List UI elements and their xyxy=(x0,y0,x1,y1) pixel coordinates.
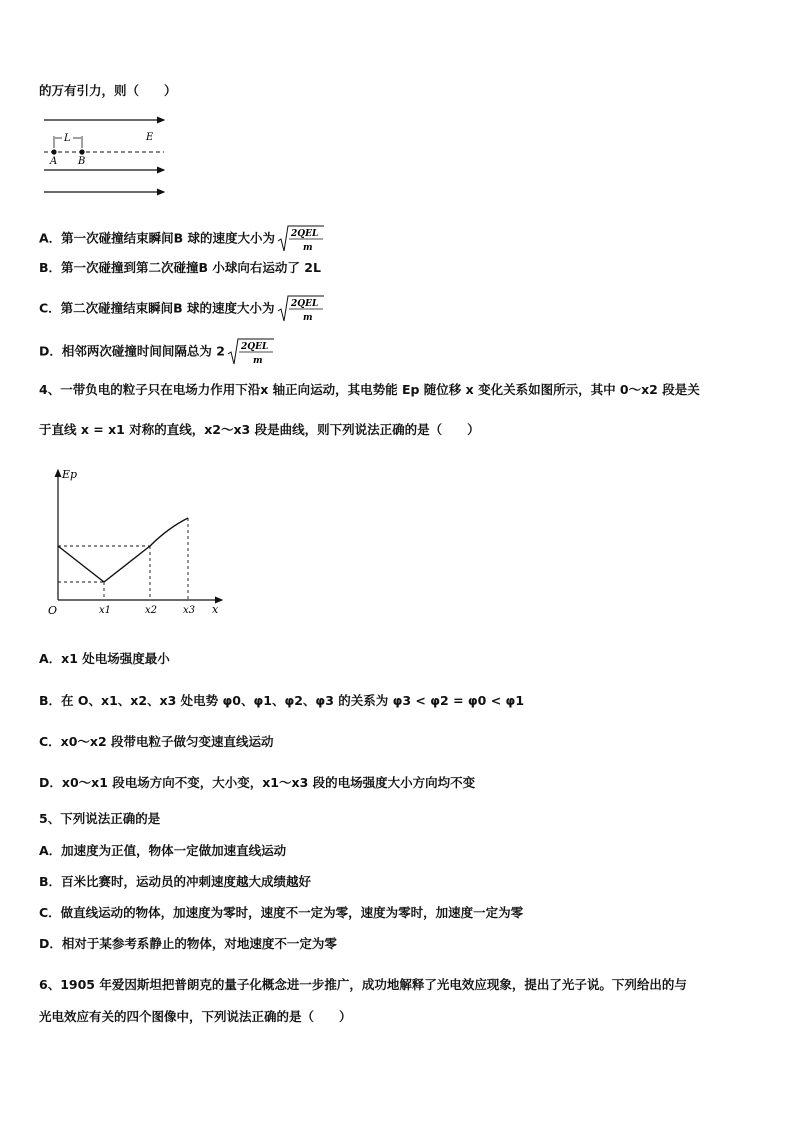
q3-option-d xyxy=(39,337,275,367)
ball-B xyxy=(79,149,84,154)
q3-option-c xyxy=(39,294,325,324)
sqrt-numerator: 2QEL xyxy=(290,299,318,309)
q6-stem-line1: 6、1905 年爱因斯坦把普朗克的量子化概念进一步推广，成功地解释了光电效应现象，提出了光子说。下列给出的与 xyxy=(39,977,687,992)
graph-x-label: x xyxy=(212,603,219,616)
sqrt-numerator: 2QEL xyxy=(240,342,269,352)
graph-tick-x2: x2 xyxy=(145,605,158,616)
q3-fig-label-L: L xyxy=(64,133,71,144)
sqrt-denominator: m xyxy=(252,356,263,366)
q4-option-a: A．x1 处电场强度最小 xyxy=(39,651,170,666)
q4-option-d: D．x0～x1 段电场方向不变，大小变，x1～x3 段的电场强度大小方向均不变 xyxy=(39,775,476,790)
q3-stem-tail: 的万有引力，则（ ） xyxy=(39,83,177,98)
ball-A xyxy=(51,149,56,154)
q5-option-a: A．加速度为正值，物体一定做加速直线运动 xyxy=(39,843,287,858)
graph-tick-x1: x1 xyxy=(99,605,112,616)
sqrt-expression xyxy=(277,224,325,254)
q3-fig-label-E: E xyxy=(146,132,154,143)
sqrt-numerator: 2QEL xyxy=(291,229,319,239)
q3-fig-label-B: B xyxy=(78,156,86,167)
q4-ep-x-graph xyxy=(40,462,230,632)
q4-stem-line2: 于直线 x = x1 对称的直线，x2～x3 段是曲线，则下列说法正确的是（ ） xyxy=(39,422,480,437)
q5-option-c: C．做直线运动的物体，加速度为零时，速度不一定为零，速度为零时，加速度一定为零 xyxy=(39,905,524,920)
q4-option-c: C．x0～x2 段带电粒子做匀变速直线运动 xyxy=(39,734,274,749)
ep-curve-segment xyxy=(150,518,188,546)
q3-option-a-text: A．第一次碰撞结束瞬间B 球的速度大小为 xyxy=(39,230,276,246)
q4-stem-line1: 4、一带负电的粒子只在电场力作用下沿x 轴正向运动，其电势能 Ep 随位移 x 变化关系如图所示，其中 0～x2 段是关 xyxy=(39,382,700,397)
sqrt-denominator: m xyxy=(302,313,313,323)
q5-stem: 5、下列说法正确的是 xyxy=(39,811,161,826)
ep-linear-segment xyxy=(58,546,150,582)
q3-option-a xyxy=(39,224,325,254)
q3-fig-label-A: A xyxy=(50,156,58,167)
sqrt-denominator: m xyxy=(303,243,313,253)
graph-tick-x3: x3 xyxy=(183,605,196,616)
q3-option-c-text: C．第二次碰撞结束瞬间B 球的速度大小为 xyxy=(39,300,275,316)
q5-option-d: D．相对于某参考系静止的物体，对地速度不一定为零 xyxy=(39,936,337,951)
graph-origin-label: O xyxy=(48,604,58,617)
q3-option-b: B．第一次碰撞到第二次碰撞B 小球向右运动了 2L xyxy=(39,260,321,275)
q3-option-d-text: D．相邻两次碰撞时间间隔总为 2 xyxy=(39,343,225,359)
graph-y-label: Ep xyxy=(62,468,78,481)
q3-field-figure xyxy=(40,108,170,200)
sqrt-expression xyxy=(227,337,275,367)
q4-option-b: B．在 O、x1、x2、x3 处电势 φ0、φ1、φ2、φ3 的关系为 φ3 < φ2 = φ0 < φ1 xyxy=(39,693,525,708)
sqrt-expression xyxy=(277,294,325,324)
q5-option-b: B．百米比赛时，运动员的冲刺速度越大成绩越好 xyxy=(39,874,312,889)
q6-stem-line2: 光电效应有关的四个图像中，下列说法正确的是（ ） xyxy=(39,1009,352,1024)
